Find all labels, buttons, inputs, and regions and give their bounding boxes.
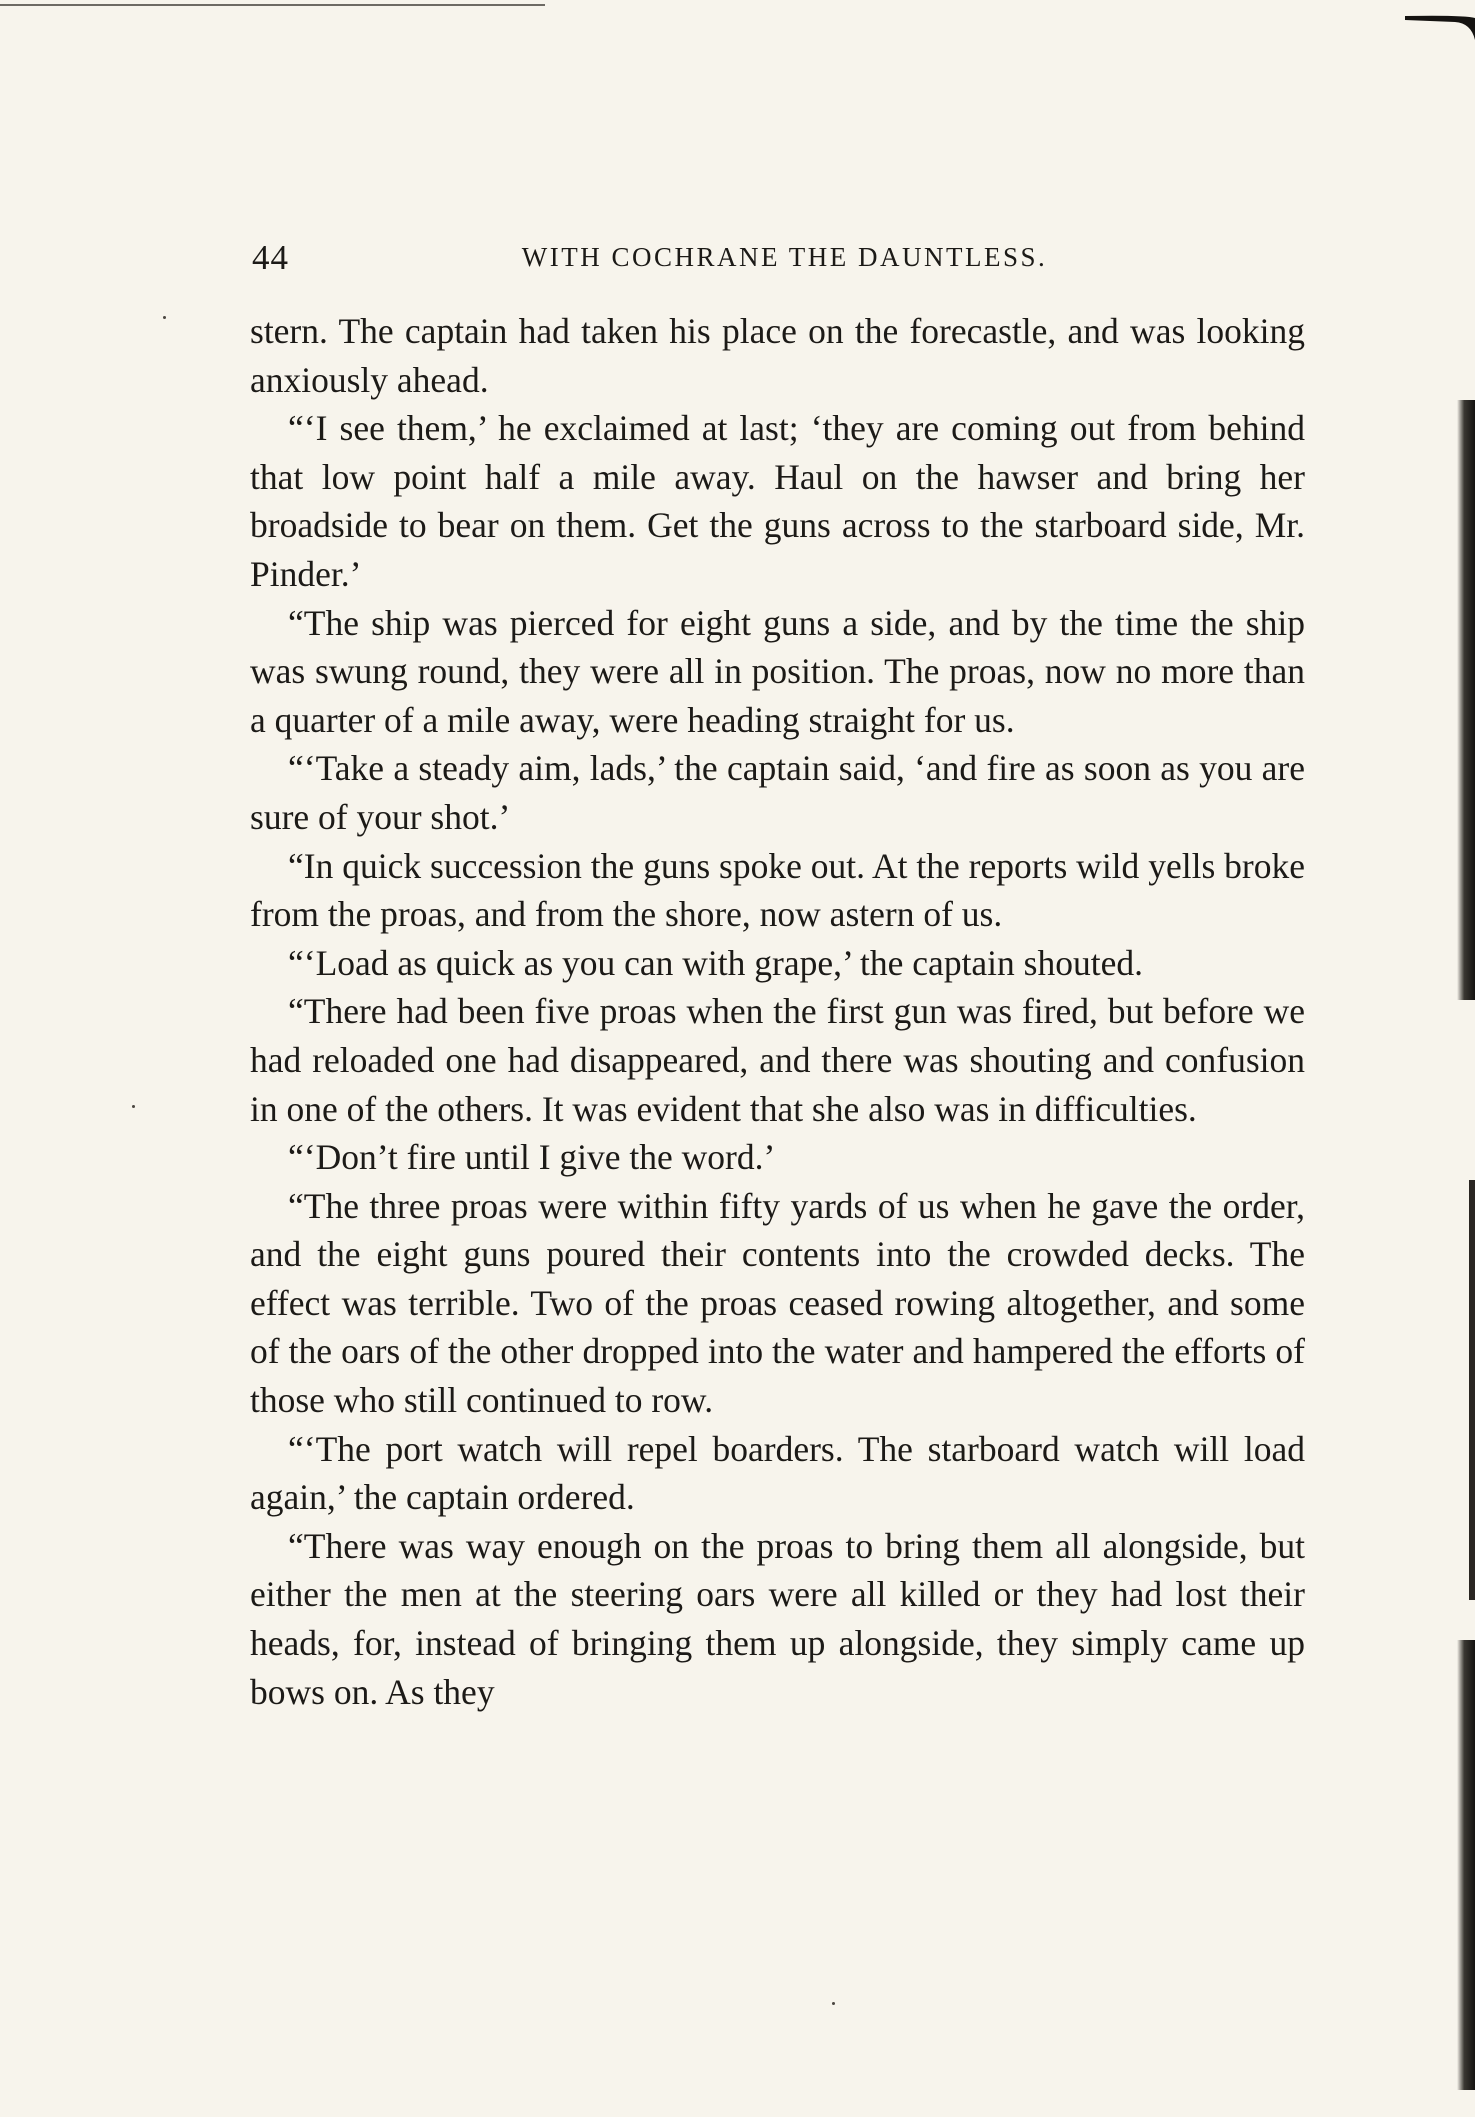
paragraph: “‘The port watch will repel boarders. The starboard watch will load again,’ the captain ordered. (250, 1428, 1305, 1518)
scan-edge-shadow (1457, 1640, 1475, 2090)
scan-edge-shadow (1457, 400, 1475, 1000)
running-title: WITH COCHRANE THE DAUNTLESS. (521, 242, 1048, 272)
page-number: 44 (252, 238, 289, 277)
paragraph: “There was way enough on the proas to bring them all alongside, but either the men at the steering oars were all killed or they had lost their heads, for, instead of bringing them up alongside, they simply came up bows on. As they (250, 1525, 1305, 1712)
scan-corner-mark (1405, 14, 1475, 40)
paragraph: “The ship was pierced for eight guns a side, and by the time the ship was swung round, they were all in position. The proas, now no more than a quarter of a mile away, were heading straight for us. (250, 602, 1305, 740)
paragraph: “‘Take a steady aim, lads,’ the captain said, ‘and fire as soon as you are sure of your shot.’ (250, 748, 1305, 837)
paragraph: “The three proas were within fifty yards of us when he gave the order, and the eight guns poured their contents into the crowded decks. The effect was terrible. Two of the proas ceased rowing altogether, and some of the oars of the other dropped into the water and hampered the efforts of those who still continued to row. (250, 1185, 1305, 1421)
scan-top-rule (0, 4, 545, 6)
paragraph: “‘Don’t fire until I give the word.’ (288, 1137, 776, 1178)
paragraph: “‘Load as quick as you can with grape,’ the captain shouted. (288, 942, 1143, 983)
scan-edge-line (1469, 1180, 1475, 1600)
body-text (250, 307, 1305, 1716)
page-header (252, 238, 1317, 288)
paragraph: “In quick succession the guns spoke out. At the reports wild yells broke from the proas, and from the shore, now astern of us. (250, 845, 1305, 935)
paragraph: “‘I see them,’ he exclaimed at last; ‘they are coming out from behind that low point half a mile away. Haul on the hawser and bring her broadside to bear on them. Get the guns across to the starboard side, Mr. Pinder.’ (250, 408, 1305, 594)
paragraph: stern. The captain had taken his place on the forecastle, and was looking anxiously ahead. (250, 311, 1305, 400)
scan-speck (832, 2002, 835, 2005)
paragraph: “There had been five proas when the first gun was fired, but before we had reloaded one had disappeared, and there was shouting and confusion in one of the others. It was evident that she also was in difficulties. (250, 991, 1305, 1129)
scan-speck (163, 316, 166, 319)
scan-speck (132, 1105, 135, 1108)
